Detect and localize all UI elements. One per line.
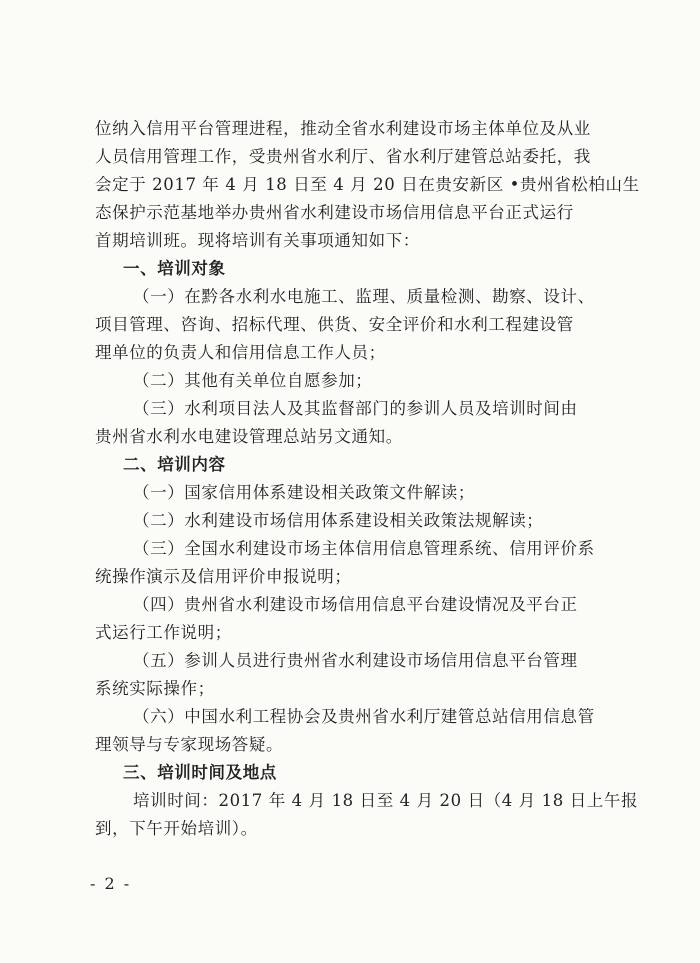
list-item: （一）国家信用体系建设相关政策文件解读； [133, 483, 475, 502]
list-item: （二）水利建设市场信用体系建设相关政策法规解读； [133, 511, 544, 530]
list-item: （一）在黔各水利水电施工、监理、质量检测、勘察、设计、 [133, 287, 595, 306]
body-line: 态保护示范基地举办贵州省水利建设市场信用信息平台正式运行 [95, 203, 574, 222]
list-item: 培训时间：2017 年 4 月 18 日至 4 月 20 日（4 月 18 日上午报 [133, 791, 639, 810]
document-body [95, 115, 640, 843]
list-item: （五）参训人员进行贵州省水利建设市场信用信息平台管理 [133, 651, 578, 670]
body-line: 首期培训班。现将培训有关事项通知如下： [95, 231, 420, 250]
body-line: 系统实际操作； [95, 679, 215, 698]
page-number: - 2 - [90, 874, 132, 893]
list-item: （三）水利项目法人及其监督部门的参训人员及培训时间由 [133, 399, 578, 418]
section-heading-training-targets: 一、培训对象 [123, 259, 226, 278]
body-line: 位纳入信用平台管理进程，推动全省水利建设市场主体单位及从业 [95, 119, 591, 138]
body-line: 到，下午开始培训）。 [95, 819, 258, 838]
body-line: 会定于 2017 年 4 月 18 日至 4 月 20 日在贵安新区 •贵州省松柏山生 [95, 175, 640, 194]
section-heading-time-and-location: 三、培训时间及地点 [123, 763, 277, 782]
section-heading-training-content: 二、培训内容 [123, 455, 226, 474]
list-item: （四）贵州省水利建设市场信用信息平台建设情况及平台正 [133, 595, 578, 614]
body-line: 人员信用管理工作，受贵州省水利厅、省水利厅建管总站委托，我 [95, 147, 591, 166]
body-line: 贵州省水利水电建设管理总站另文通知。 [95, 427, 403, 446]
list-item: （三）全国水利建设市场主体信用信息管理系统、信用评价系 [133, 539, 595, 558]
list-item: （六）中国水利工程协会及贵州省水利厅建管总站信用信息管 [133, 707, 595, 726]
body-line: 统操作演示及信用评价申报说明； [95, 567, 352, 586]
list-item: （二）其他有关单位自愿参加； [133, 371, 373, 390]
body-line: 项目管理、咨询、招标代理、供货、安全评价和水利工程建设管 [95, 315, 574, 334]
body-line: 理单位的负责人和信用信息工作人员； [95, 343, 386, 362]
body-line: 式运行工作说明； [95, 623, 232, 642]
body-line: 理领导与专家现场答疑。 [95, 735, 284, 754]
